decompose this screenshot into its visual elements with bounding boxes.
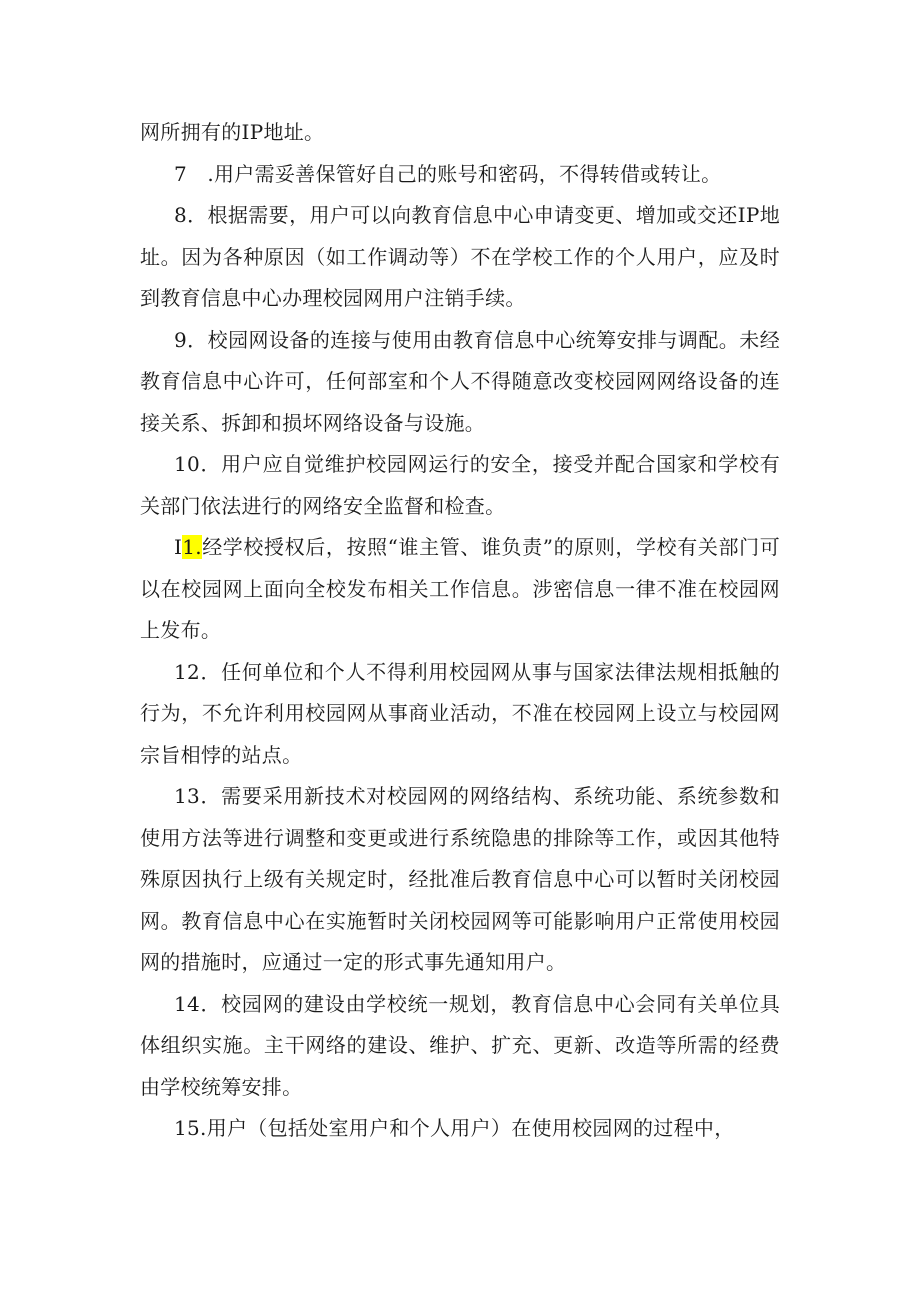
paragraph-8: 8．根据需要，用户可以向教育信息中心申请变更、增加或交还IP地址。因为各种原因（如工作调动等）不在学校工作的个人用户，应及时到教育信息中心办理校园网用户注销手续。 xyxy=(140,203,780,310)
paragraph-15: 15.用户（包括处室用户和个人用户）在使用校园网的过程中， xyxy=(174,1116,735,1140)
paragraph-continuation: 网所拥有的IP地址。 xyxy=(140,120,325,144)
paragraph-13: 13．需要采用新技术对校园网的网络结构、系统功能、系统参数和使用方法等进行调整和变更或进行系统隐患的排除等工作，或因其他特殊原因执行上级有关规定时，经批准后教育信息中心可以暂时关闭校园网。教育信息中心在实施暂时关闭校园网等可能影响用户正常使用校园网的措施时，应通过一定的形式事先通知用户。 xyxy=(140,784,780,974)
paragraph-12: 12．任何单位和个人不得利用校园网从事与国家法律法规相抵触的行为，不允许利用校园网从事商业活动，不准在校园网上设立与校园网宗旨相悖的站点。 xyxy=(140,659,780,767)
paragraph-9: 9．校园网设备的连接与使用由教育信息中心统筹安排与调配。未经教育信息中心许可，任何部室和个人不得随意改变校园网网络设备的连接关系、拆卸和损坏网络设备与设施。 xyxy=(140,327,780,435)
paragraph-11-prefix: I xyxy=(174,535,183,559)
document-body xyxy=(140,112,780,1150)
paragraph-7: 7 .用户需妥善保管好自己的账号和密码，不得转借或转让。 xyxy=(174,161,722,186)
highlighted-number: 1. xyxy=(182,535,202,559)
paragraph-14: 14．校园网的建设由学校统一规划，教育信息中心会同有关单位具体组织实施。主干网络的建设、维护、扩充、更新、改造等所需的经费由学校统筹安排。 xyxy=(140,991,780,1099)
paragraph-10: 10．用户应自觉维护校园网运行的安全，接受并配合国家和学校有关部门依法进行的网络安全监督和检查。 xyxy=(140,452,780,518)
paragraph-11-text: 经学校授权后，按照“谁主管、谁负责”的原则，学校有关部门可以在校园网上面向全校发布相关工作信息。涉密信息一律不准在校园网上发布。 xyxy=(140,535,780,642)
paragraph-11 xyxy=(140,527,780,652)
